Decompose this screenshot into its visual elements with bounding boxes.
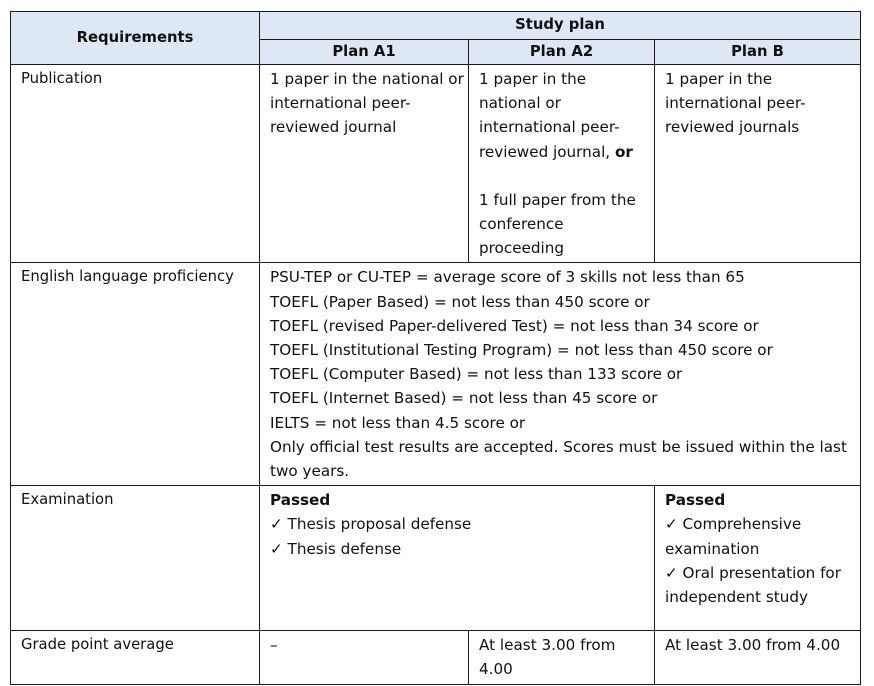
publication-plan-b: 1 paper in the international peer-reviewed journals — [655, 65, 861, 263]
row-label-gpa: Grade point average — [11, 631, 260, 684]
row-label-publication: Publication — [11, 65, 260, 263]
publication-plan-a2 — [469, 65, 655, 263]
gpa-plan-a2: At least 3.00 from 4.00 — [469, 631, 655, 684]
examination-plan-b — [655, 486, 861, 631]
table-row-gpa — [11, 631, 861, 684]
header-requirements: Requirements — [11, 12, 260, 65]
english-line-toefl-revised: TOEFL (revised Paper-delivered Test) = not less than 34 score or — [270, 316, 759, 335]
gpa-plan-b: At least 3.00 from 4.00 — [655, 631, 861, 684]
table-row-examination — [11, 486, 861, 631]
row-label-examination: Examination — [11, 486, 260, 631]
english-line-psu-tep: PSU-TEP or CU-TEP = average score of 3 skills not less than 65 — [270, 268, 745, 287]
english-line-official-note: Only official test results are accepted. Scores must be issued within the last two years. — [270, 437, 847, 481]
english-requirements — [260, 263, 861, 486]
english-line-ielts: IELTS = not less than 4.5 score or — [270, 413, 526, 432]
examination-plan-a — [260, 486, 655, 631]
table-row-english — [11, 263, 861, 486]
paragraph-gap — [479, 164, 650, 188]
examination-item-thesis-defense: ✓ Thesis defense — [270, 539, 402, 558]
english-line-toefl-paper: TOEFL (Paper Based) = not less than 450 score or — [270, 292, 650, 311]
header-plan-b: Plan B — [655, 39, 861, 64]
row-label-english: English language proficiency — [11, 263, 260, 486]
examination-item-oral-presentation: ✓ Oral presentation for independent study — [665, 563, 841, 607]
examination-item-thesis-proposal: ✓ Thesis proposal defense — [270, 515, 472, 534]
english-line-toefl-itp: TOEFL (Institutional Testing Program) = not less than 450 score or — [270, 341, 773, 360]
publication-plan-a2-part2: 1 full paper from the conference proceeding — [479, 190, 636, 258]
examination-plan-b-title: Passed — [665, 491, 726, 510]
publication-plan-a2-or: or — [614, 142, 633, 161]
header-plan-a2: Plan A2 — [469, 39, 655, 64]
publication-plan-a1: 1 paper in the national or international peer-reviewed journal — [260, 65, 469, 263]
english-line-toefl-ibt: TOEFL (Internet Based) = not less than 45 score or — [270, 389, 658, 408]
publication-plan-a2-part1: 1 paper in the national or international peer-reviewed journal, — [479, 70, 620, 161]
examination-plan-a-title: Passed — [270, 491, 331, 510]
header-plan-a1: Plan A1 — [260, 39, 469, 64]
table-row-publication — [11, 65, 861, 263]
english-line-toefl-cbt: TOEFL (Computer Based) = not less than 133 score or — [270, 365, 683, 384]
examination-item-comprehensive: ✓ Comprehensive examination — [665, 515, 802, 558]
header-study-plan: Study plan — [260, 12, 861, 40]
requirements-table — [10, 11, 861, 685]
gpa-plan-a1: – — [260, 631, 469, 684]
